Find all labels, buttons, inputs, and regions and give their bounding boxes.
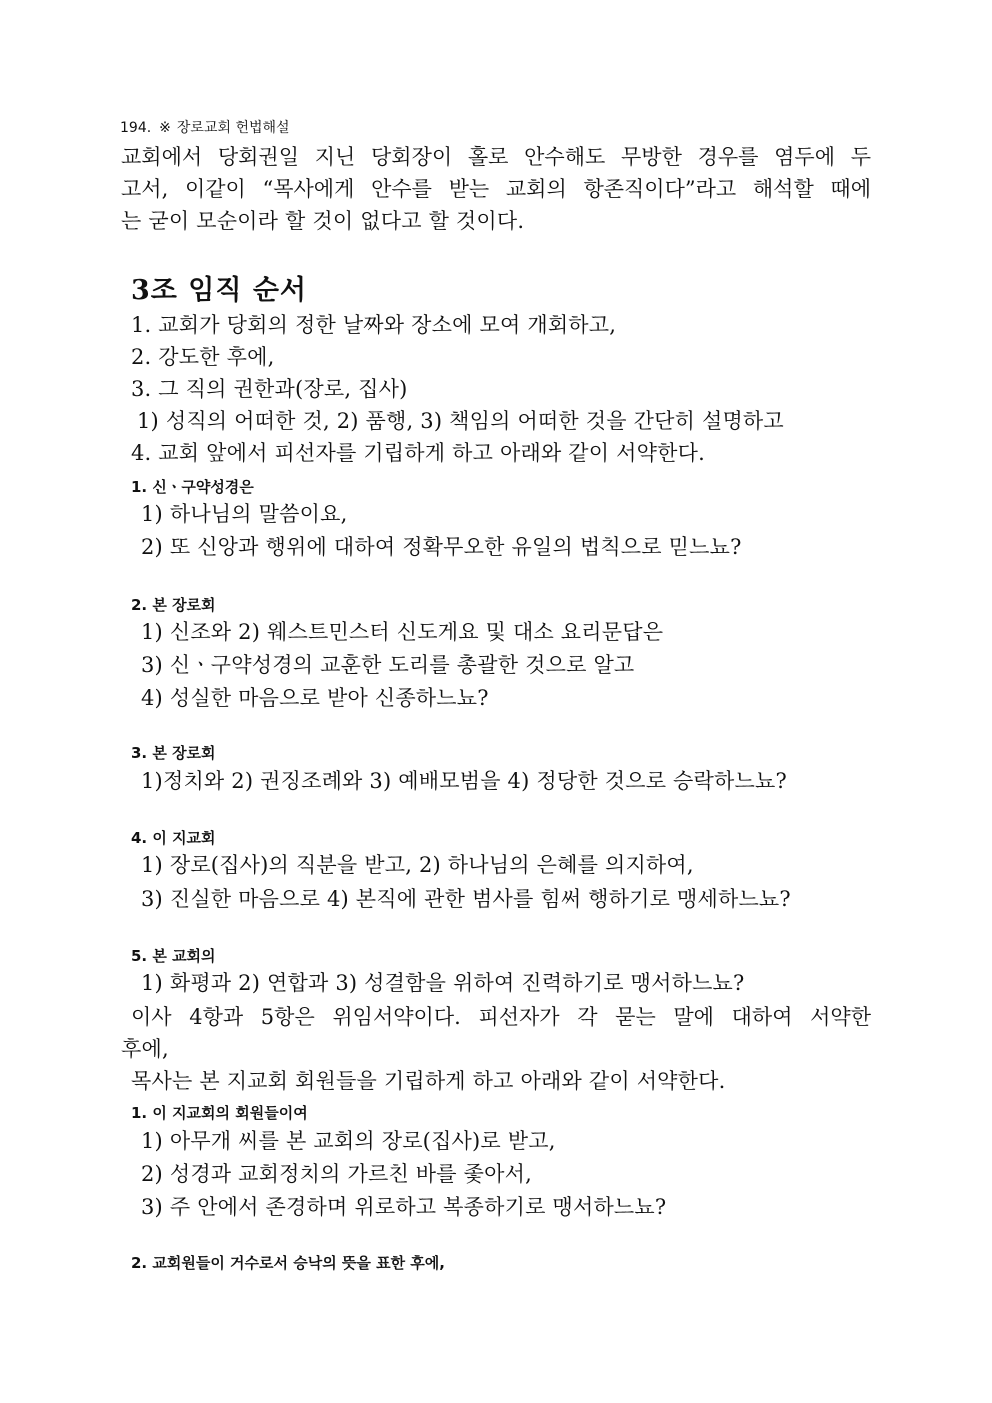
after-vows-line-3: 목사는 본 지교회 회원들을 기립하게 하고 아래와 같이 서약한다. bbox=[131, 1069, 726, 1093]
book-title: 장로교회 헌법해설 bbox=[176, 120, 290, 136]
section-title: 3조 임직 순서 bbox=[131, 275, 307, 306]
step-3: 3. 그 직의 권한과(장로, 집사) bbox=[131, 377, 408, 401]
intro-line-1: 교회에서 당회권일 지닌 당회장이 홀로 안수해도 무방한 경우를 염두에 두 bbox=[121, 145, 871, 169]
page-header bbox=[120, 118, 290, 138]
final-heading: 2. 교회원들이 거수로서 승낙의 뜻을 표한 후에, bbox=[131, 1254, 445, 1272]
vow-2-line-2: 3) 신ㆍ구약성경의 교훈한 도리를 총괄한 것으로 알고 bbox=[141, 653, 635, 677]
after-vows-line-1: 이사 4항과 5항은 위임서약이다. 피선자가 각 묻는 말에 대하여 서약한 bbox=[131, 1005, 871, 1029]
step-2: 2. 강도한 후에, bbox=[131, 345, 275, 369]
step-4: 4. 교회 앞에서 피선자를 기립하게 하고 아래와 같이 서약한다. bbox=[131, 441, 705, 465]
reference-mark: ※ bbox=[159, 120, 171, 136]
vow-1-line-1: 1) 하나님의 말씀이요, bbox=[141, 502, 348, 526]
vow-4-line-1: 1) 장로(집사)의 직분을 받고, 2) 하나님의 은혜를 의지하여, bbox=[141, 853, 694, 877]
vow-3-line-1: 1)정치와 2) 권징조례와 3) 예배모범을 4) 정당한 것으로 승락하느뇨? bbox=[141, 769, 787, 793]
step-3-detail: 1) 성직의 어떠한 것, 2) 품행, 3) 책임의 어떠한 것을 간단히 설명하고 bbox=[137, 409, 784, 433]
vow-1-line-2: 2) 또 신앙과 행위에 대하여 정확무오한 유일의 법칙으로 믿느뇨? bbox=[141, 535, 742, 559]
intro-line-2: 고서, 이같이 “목사에게 안수를 받는 교회의 항존직이다”라고 해석할 때에 bbox=[121, 177, 871, 201]
member-vow-heading: 1. 이 지교회의 회원들이여 bbox=[131, 1104, 308, 1122]
intro-line-3: 는 굳이 모순이라 할 것이 없다고 할 것이다. bbox=[121, 209, 525, 233]
vow-4-line-2: 3) 진실한 마음으로 4) 본직에 관한 범사를 힘써 행하기로 맹세하느뇨? bbox=[141, 887, 791, 911]
vow-2-heading: 2. 본 장로회 bbox=[131, 596, 216, 614]
after-vows-line-2: 후에, bbox=[121, 1037, 169, 1061]
vow-5-line-1: 1) 화평과 2) 연합과 3) 성결함을 위하여 진력하기로 맹서하느뇨? bbox=[141, 971, 745, 995]
step-1: 1. 교회가 당회의 정한 날짜와 장소에 모여 개회하고, bbox=[131, 313, 617, 337]
page-number: 194. bbox=[120, 120, 152, 136]
member-vow-line-1: 1) 아무개 씨를 본 교회의 장로(집사)로 받고, bbox=[141, 1129, 556, 1153]
vow-2-line-1: 1) 신조와 2) 웨스트민스터 신도게요 및 대소 요리문답은 bbox=[141, 620, 664, 644]
vow-1-heading: 1. 신ㆍ구약성경은 bbox=[131, 478, 254, 496]
vow-5-heading: 5. 본 교회의 bbox=[131, 947, 216, 965]
member-vow-line-3: 3) 주 안에서 존경하며 위로하고 복종하기로 맹서하느뇨? bbox=[141, 1195, 667, 1219]
vow-4-heading: 4. 이 지교회 bbox=[131, 829, 216, 847]
vow-2-line-3: 4) 성실한 마음으로 받아 신종하느뇨? bbox=[141, 686, 489, 710]
member-vow-line-2: 2) 성경과 교회정치의 가르친 바를 좇아서, bbox=[141, 1162, 532, 1186]
vow-3-heading: 3. 본 장로회 bbox=[131, 744, 216, 762]
